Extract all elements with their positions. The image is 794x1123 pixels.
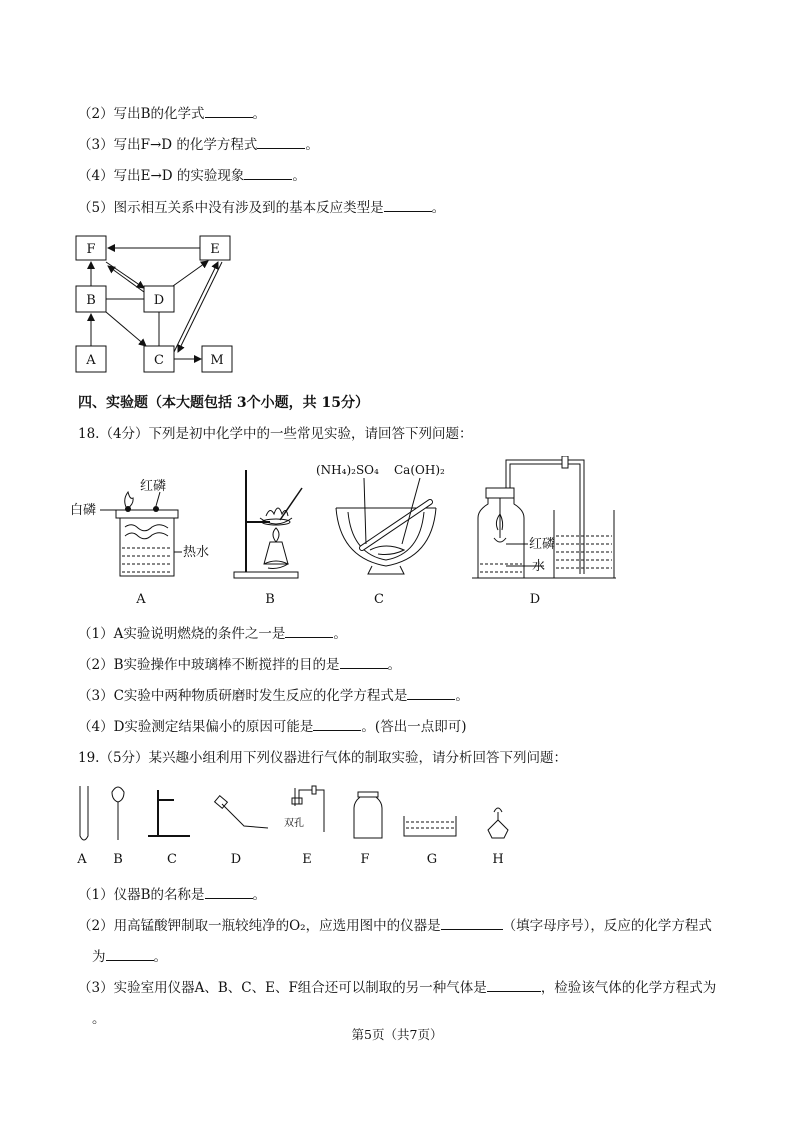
spring-clip — [562, 456, 568, 468]
label-ammonium-sulfate: (NH₄)₂SO₄ — [316, 463, 379, 477]
q17-part4 — [78, 165, 306, 186]
label-double-hole: 双孔 — [284, 818, 304, 829]
answer-blank[interactable] — [285, 623, 333, 638]
period: 。 — [252, 106, 267, 122]
apparatus-label-d: D — [230, 852, 242, 867]
long-neck-funnel-bulb — [112, 787, 124, 802]
figure-a-combustion — [70, 472, 220, 584]
q18-part2-text: （2）B实验操作中玻璃棒不断搅拌的目的是 — [78, 657, 340, 673]
powder-mixture — [370, 546, 404, 555]
apparatus-label-a: A — [77, 852, 87, 867]
period: 。 — [431, 200, 446, 216]
gas-collection-bottle — [354, 797, 382, 838]
q18-part3-text: （3）C实验中两种物质研磨时发生反应的化学方程式是 — [78, 688, 408, 704]
apparatus-label-f: F — [360, 852, 370, 867]
q18-part3 — [78, 685, 469, 706]
apparatus-label-h: H — [492, 852, 504, 867]
double-hole-stopper — [292, 798, 302, 804]
q17-part5-text: （5）图示相互关系中没有涉及到的基本反应类型是 — [78, 200, 384, 216]
mortar-inner — [348, 512, 424, 560]
answer-blank[interactable] — [384, 197, 432, 212]
answer-blank[interactable] — [340, 654, 388, 669]
node-e-label: E — [210, 242, 220, 257]
period: 。 — [305, 137, 319, 153]
single-hole-stopper — [215, 796, 228, 809]
period: 。 — [153, 949, 167, 965]
alcohol-lamp — [488, 820, 508, 838]
bent-delivery-tube — [222, 804, 268, 828]
answer-blank[interactable] — [205, 103, 253, 118]
test-tube — [80, 786, 88, 840]
jar-mouth — [358, 792, 378, 797]
figure-d-label: D — [529, 592, 541, 607]
period: 。 — [387, 657, 402, 673]
q18-part4-note: 。(答出一点即可) — [361, 719, 467, 735]
copper-plate — [116, 510, 178, 518]
label-calcium-hydroxide: Ca(OH)₂ — [394, 463, 445, 477]
pointer-line — [364, 478, 366, 544]
q19-part2-cont — [92, 946, 167, 967]
period: 。 — [333, 626, 347, 642]
node-f-label: F — [86, 242, 96, 257]
q17-part2 — [78, 103, 266, 124]
arrow-e-c — [178, 262, 222, 352]
flame-icon — [494, 808, 502, 812]
q19-part2-text: （2）用高锰酸钾制取一瓶较纯净的O₂，应选用图中的仪器是 — [78, 918, 441, 934]
q17-part2-text: （2）写出B的化学式 — [78, 106, 205, 122]
period: 。 — [252, 887, 267, 903]
q17-part5 — [78, 197, 445, 218]
flame-icon — [273, 528, 279, 542]
steam — [125, 525, 168, 531]
q19-part1-text: （1）仪器B的名称是 — [78, 887, 205, 903]
apparatus-label-c: C — [167, 852, 177, 867]
page-footer: 第5页（共7页） — [351, 1027, 443, 1042]
q18-part4-text: （4）D实验测定结果偏小的原因可能是 — [78, 719, 314, 735]
q18-part4 — [78, 716, 466, 737]
label-water: 水 — [532, 559, 546, 574]
mortar-bowl — [336, 508, 436, 566]
arrow-c-e — [174, 262, 218, 352]
node-m-label: M — [210, 353, 224, 368]
label-red-phosphorus: 红磷 — [529, 537, 556, 552]
answer-blank[interactable] — [441, 915, 503, 930]
figure-b-label: B — [265, 592, 275, 607]
q18-stem: 18.（4分）下列是初中化学中的一些常见实验，请回答下列问题： — [78, 426, 473, 442]
arrow-f-d — [106, 262, 144, 288]
figure-a-label: A — [136, 592, 146, 607]
q19-part1 — [78, 884, 266, 905]
period: 。 — [292, 168, 306, 184]
period: 。 — [455, 688, 469, 704]
apparatus-label-g: G — [426, 852, 438, 867]
pestle-inner — [362, 502, 430, 548]
q19-part3-cont: 。 — [92, 1011, 106, 1027]
stopper — [486, 488, 514, 498]
q19-part3-text: （3）实验室用仪器A、B、C、E、F组合还可以制取的另一种气体是 — [78, 980, 487, 996]
q18-part2 — [78, 654, 401, 675]
node-b-label: B — [86, 293, 96, 308]
q19-part3-text-b: ，检验该气体的化学方程式为 — [540, 980, 717, 996]
stand-base — [234, 572, 298, 578]
answer-blank[interactable] — [205, 884, 253, 899]
figure-d-oxygen-measurement — [470, 456, 620, 584]
label-red-phosphorus: 红磷 — [140, 479, 167, 494]
steam — [125, 533, 168, 539]
q18-part1-text: （1）A实验说明燃烧的条件之一是 — [78, 626, 286, 642]
label-white-phosphorus: 白磷 — [70, 503, 97, 518]
relationship-diagram — [70, 228, 250, 378]
q17-part3 — [78, 134, 319, 155]
q17-part3-text: （3）写出F→D 的化学方程式 — [78, 137, 258, 153]
pointer-line — [156, 492, 160, 506]
figure-b-evaporation — [228, 466, 318, 584]
clip — [312, 786, 316, 794]
node-d-label: D — [153, 293, 165, 308]
q19-part3 — [78, 977, 716, 998]
white-phosphorus — [125, 506, 131, 512]
arrow-b-c — [106, 312, 146, 346]
figure-c-label: C — [374, 592, 384, 607]
q19-apparatus-row — [66, 776, 526, 854]
answer-blank[interactable] — [106, 946, 154, 961]
label-hot-water: 热水 — [183, 545, 210, 560]
q17-part4-text: （4）写出E→D 的实验现象 — [78, 168, 245, 184]
q19-part2 — [78, 915, 712, 936]
arrow-d-e — [173, 261, 208, 286]
red-phosphorus — [153, 506, 159, 512]
apparatus-label-e: E — [302, 852, 312, 867]
figure-c-mortar — [308, 458, 473, 584]
delivery-tube-inner — [510, 464, 580, 574]
section-heading: 四、实验题（本大题包括 3个小题，共 15分） — [78, 395, 369, 411]
water-trough — [404, 816, 456, 836]
answer-blank[interactable] — [257, 134, 305, 149]
node-a-label: A — [86, 353, 96, 368]
q19-part2-text-b: （填字母序号），反应的化学方程式 — [502, 918, 712, 934]
apparatus-label-b: B — [113, 852, 123, 867]
q19-part2-text-c: 为 — [92, 949, 106, 965]
node-c-label: C — [154, 353, 164, 368]
arrow-d-f — [108, 266, 144, 292]
mortar-foot — [368, 566, 404, 574]
glass-rod — [280, 488, 302, 520]
answer-blank[interactable] — [487, 977, 541, 992]
combustion-spoon — [494, 538, 506, 542]
delivery-tube — [506, 460, 584, 574]
q19-stem: 19.（5分）某兴趣小组利用下列仪器进行气体的制取实验，请分析回答下列问题： — [78, 750, 568, 766]
q18-part1 — [78, 623, 347, 644]
answer-blank[interactable] — [244, 165, 292, 180]
answer-blank[interactable] — [313, 716, 361, 731]
answer-blank[interactable] — [407, 685, 455, 700]
